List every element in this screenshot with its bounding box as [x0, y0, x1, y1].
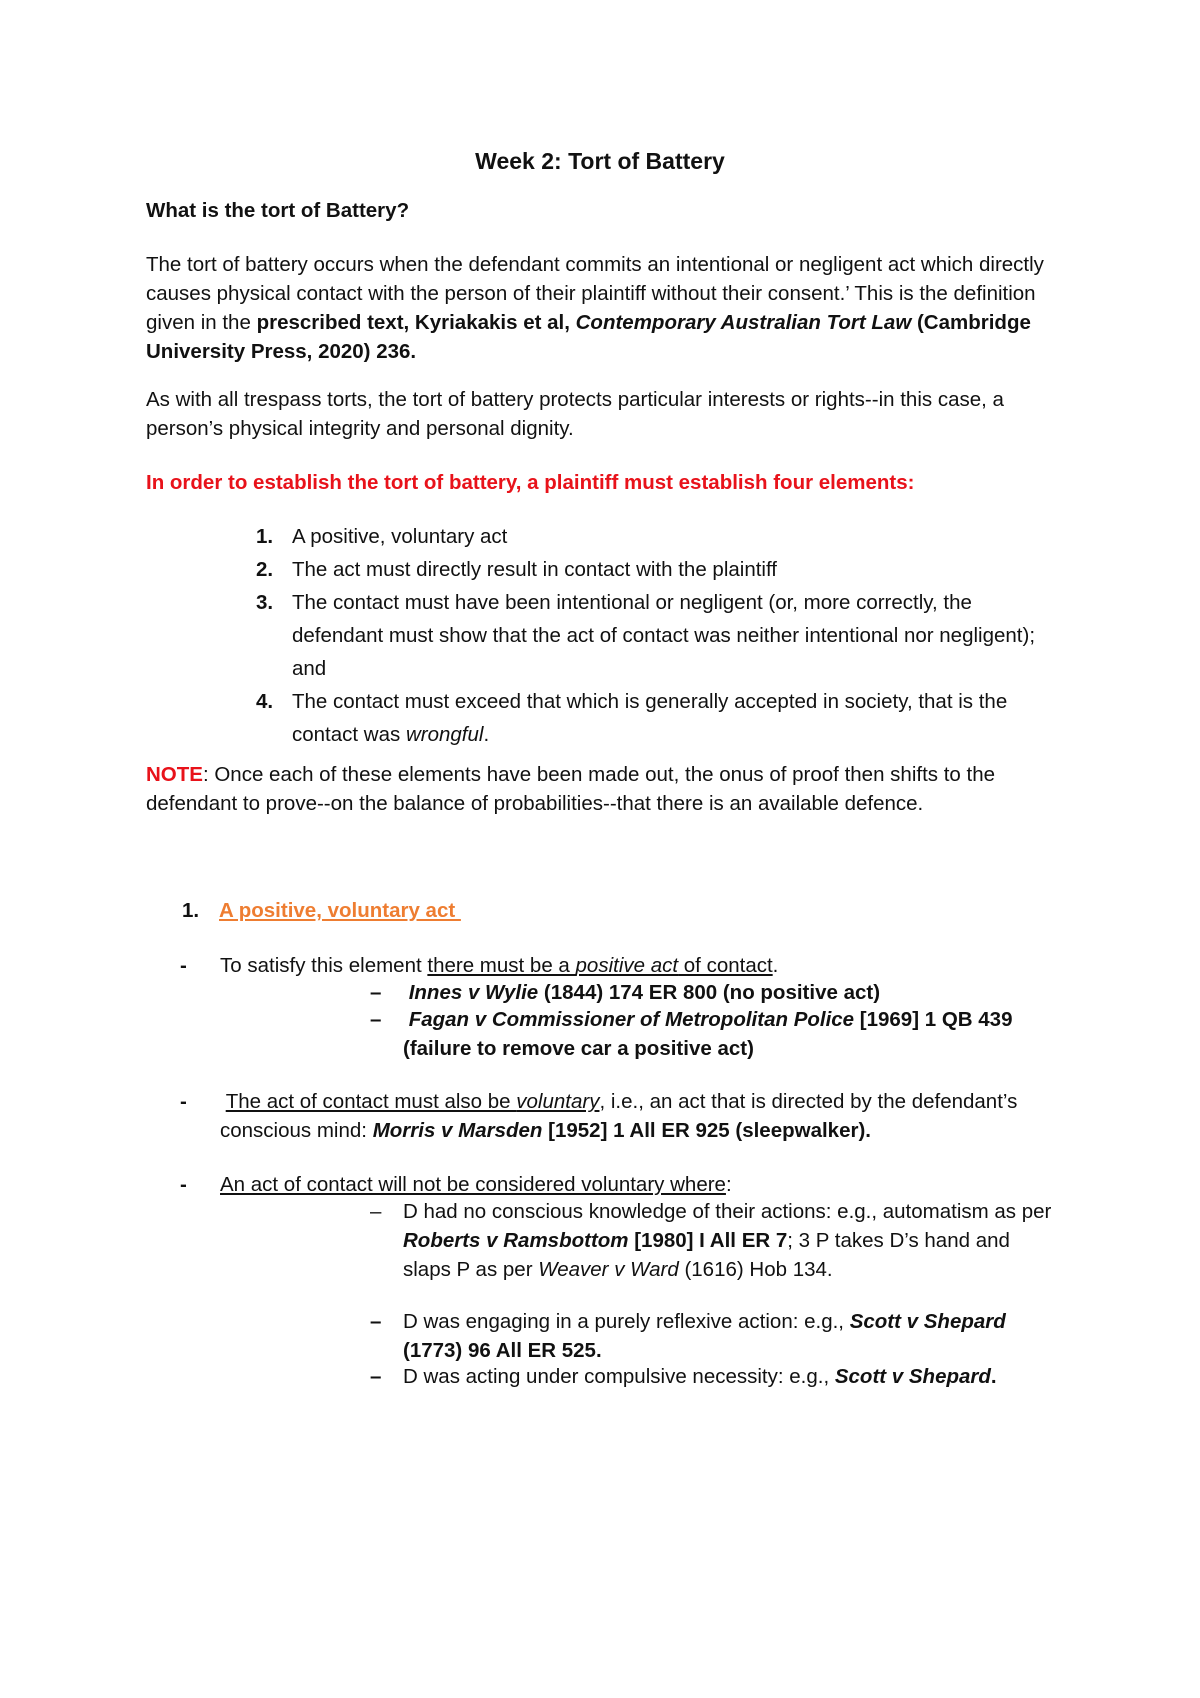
question-heading: What is the tort of Battery?	[146, 199, 410, 222]
list-text: The contact must exceed that which is generally accepted in society, that is the contact was	[292, 690, 1008, 746]
sub-marker: –	[370, 981, 382, 1004]
list-text: The contact must have been intentional or negligent (or, more correctly, the defendant must show that the act of contact was neither intentional nor negligent); and	[292, 591, 1036, 680]
definition-part-1: The tort of battery occurs when the defendant	[146, 253, 560, 276]
list-tail: .	[483, 723, 490, 746]
list-number: 1.	[256, 525, 274, 548]
definition-part-2: commits an intentional or negligent act which directly causes physical contact with the person of their plaintiff without their consent.’ This is the definition given in the	[146, 253, 1044, 334]
section-number: 1.	[182, 899, 200, 922]
case-name-2: Weaver v Ward	[538, 1258, 679, 1281]
sub-text: D was engaging in a purely reflexive action: e.g.,	[403, 1310, 850, 1333]
sub-necessity	[370, 1362, 1063, 1391]
definition-paragraph	[146, 250, 1066, 366]
case-citation: [1969] 1 QB 439 (failure to remove car a positive act)	[403, 1008, 1013, 1060]
definition-part-3: prescribed text, Kyriakakis et al,	[256, 311, 576, 334]
bullet-underline: The act of contact must also be	[225, 1090, 517, 1113]
note-label: NOTE	[146, 763, 203, 786]
case-fagan	[370, 1005, 1063, 1063]
bullet-text	[220, 1170, 1050, 1199]
sub-automatism	[370, 1197, 1063, 1284]
case-citation: [1952] 1 All ER 925 (sleepwalker).	[542, 1119, 871, 1142]
case-name: Fagan v Commissioner of Metropolitan Police	[408, 1008, 855, 1031]
definition-part-5: (Cambridge University Press, 2020) 236.	[146, 311, 1031, 363]
case-name: Scott v Shepard	[834, 1365, 991, 1388]
case-citation-2: (1616) Hob 134.	[678, 1258, 833, 1281]
bullet-post: .	[772, 954, 779, 977]
bullet-underline-2: of contact	[678, 954, 773, 977]
case-innes	[370, 978, 1063, 1007]
case-citation: .	[990, 1365, 997, 1388]
bullet-pre: To satisfy this element	[220, 954, 428, 977]
bullet-text	[220, 951, 1050, 980]
sub-marker: –	[370, 1008, 382, 1031]
note-text: : Once each of these elements have been made out, the onus of proof then shifts to the defendant to prove--on the balance of probabilities--that there is an available defence.	[146, 763, 995, 815]
list-number: 4.	[256, 690, 274, 713]
elements-list	[252, 520, 1052, 751]
sub-text: D was acting under compulsive necessity: e.g.,	[403, 1365, 835, 1388]
sub-text-1: D had no conscious knowledge of their actions: e.g., automatism as per	[403, 1200, 1052, 1223]
case-citation: [1980] I All ER 7	[628, 1229, 788, 1252]
list-item	[252, 586, 1052, 685]
list-number: 3.	[256, 591, 274, 614]
list-emphasis: wrongful	[405, 723, 484, 746]
case-name: Innes v Wylie	[408, 981, 539, 1004]
list-text: A positive, voluntary act	[292, 525, 508, 548]
bullet-underline: An act of contact will not be considered voluntary where	[220, 1173, 726, 1196]
bullet-underline: there must be a	[427, 954, 576, 977]
note-paragraph	[146, 760, 1066, 818]
list-item	[252, 553, 1052, 586]
bullet-text	[220, 1087, 1050, 1145]
bullet-marker: -	[180, 1173, 187, 1196]
sub-marker: –	[370, 1200, 382, 1223]
case-name: Morris v Marsden	[372, 1119, 543, 1142]
bullet-marker: -	[180, 1090, 187, 1113]
bullet-text-1: , i.e., an act that is directed by the defendant’s conscious mind:	[220, 1090, 1018, 1142]
page-title: Week 2: Tort of Battery	[475, 148, 725, 174]
case-name: Roberts v Ramsbottom	[403, 1229, 629, 1252]
section-title: A positive, voluntary act	[219, 899, 461, 922]
list-text: The act must directly result in contact with the plaintiff	[292, 558, 778, 581]
sub-marker: –	[370, 1310, 382, 1333]
bullet-underline-italic: voluntary	[516, 1090, 600, 1113]
list-item	[252, 520, 1052, 553]
trespass-paragraph: As with all trespass torts, the tort of battery protects particular interests or rights--in this case, a person’s physical integrity and personal dignity.	[146, 388, 1004, 440]
sub-text-2: ; 3 P takes D’s hand and slaps P as per	[403, 1229, 1010, 1281]
case-citation: (1773) 96 All ER 525.	[403, 1339, 602, 1362]
case-name: Scott v Shepard	[849, 1310, 1006, 1333]
list-item	[252, 685, 1052, 751]
elements-heading: In order to establish the tort of battery, a plaintiff must establish four elements:	[146, 471, 915, 494]
list-number: 2.	[256, 558, 274, 581]
sub-reflexive	[370, 1307, 1063, 1365]
textbook-title: Contemporary Australian Tort Law	[575, 311, 912, 334]
sub-marker: –	[370, 1365, 382, 1388]
case-citation: (1844) 174 ER 800 (no positive act)	[538, 981, 881, 1004]
bullet-post: :	[725, 1173, 732, 1196]
bullet-marker: -	[180, 954, 187, 977]
bullet-underline-italic: positive act	[575, 954, 679, 977]
